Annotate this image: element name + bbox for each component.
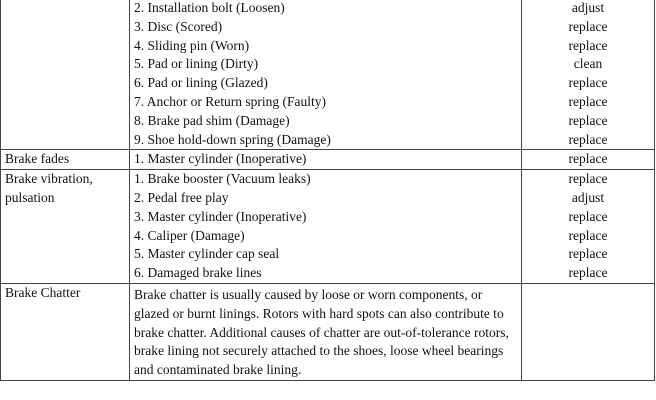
remedy-item: replace (568, 18, 608, 34)
cause-item: 2. Installation bolt (Loosen) (134, 0, 285, 15)
chatter-description: Brake chatter is usually caused by loose or worn components, or glazed or burnt linings. Rotors with hard spots can also contribute to brake chatter. Additional causes of chatter are out-of-tolerance rotors, brake lining not securely attached to the shoes, loose wheel bearings and contaminated brake lining. (134, 286, 509, 378)
cause-item: 1. Brake booster (Vacuum leaks) (134, 171, 311, 187)
remedy-item: replace (568, 208, 608, 224)
remedy-item: replace (568, 37, 608, 53)
remedy-item: replace (568, 93, 608, 109)
cause-item: 4. Caliper (Damage) (134, 227, 245, 243)
causes-cell (130, 0, 522, 150)
cause-item: 5. Master cylinder cap seal (134, 246, 280, 262)
cause-item: 5. Pad or lining (Dirty) (134, 56, 259, 72)
remedy-item: replace (568, 112, 608, 128)
remedy-item: replace (568, 151, 608, 167)
remedy-cell (522, 0, 655, 150)
remedy-item: adjust (571, 189, 605, 205)
cause-item: 3. Disc (Scored) (134, 18, 223, 34)
causes-cell (130, 170, 522, 284)
table-row (1, 150, 655, 170)
remedy-item: clean (573, 56, 603, 72)
cause-item: 8. Brake pad shim (Damage) (134, 112, 290, 128)
cause-item: 2. Pedal free play (134, 189, 229, 205)
remedy-item: replace (568, 171, 608, 187)
cause-item: 6. Pad or lining (Glazed) (134, 75, 268, 91)
remedy-item: replace (568, 131, 608, 147)
remedy-cell (522, 150, 655, 170)
table-row (1, 283, 655, 380)
cause-item: 6. Damaged brake lines (134, 265, 262, 281)
remedy-cell (522, 170, 655, 284)
remedy-cell (522, 283, 655, 380)
remedy-item: replace (568, 265, 608, 281)
symptom-cell (1, 0, 130, 150)
cause-item: 4. Sliding pin (Worn) (134, 37, 250, 53)
remedy-item: replace (568, 75, 608, 91)
causes-cell (130, 283, 522, 380)
remedy-item: replace (568, 246, 608, 262)
cause-item: 1. Master cylinder (Inoperative) (134, 151, 307, 167)
table-row (1, 0, 655, 150)
symptom-cell: Brake fades (1, 150, 130, 170)
remedy-item: adjust (571, 0, 605, 15)
causes-cell (130, 150, 522, 170)
cause-item: 7. Anchor or Return spring (Faulty) (134, 93, 326, 109)
table-row (1, 170, 655, 284)
cause-item: 9. Shoe hold-down spring (Damage) (134, 131, 331, 147)
remedy-item: replace (568, 227, 608, 243)
symptom-cell: Brake vibration, pulsation (1, 170, 130, 284)
cause-item: 3. Master cylinder (Inoperative) (134, 208, 307, 224)
symptom-cell: Brake Chatter (1, 283, 130, 380)
